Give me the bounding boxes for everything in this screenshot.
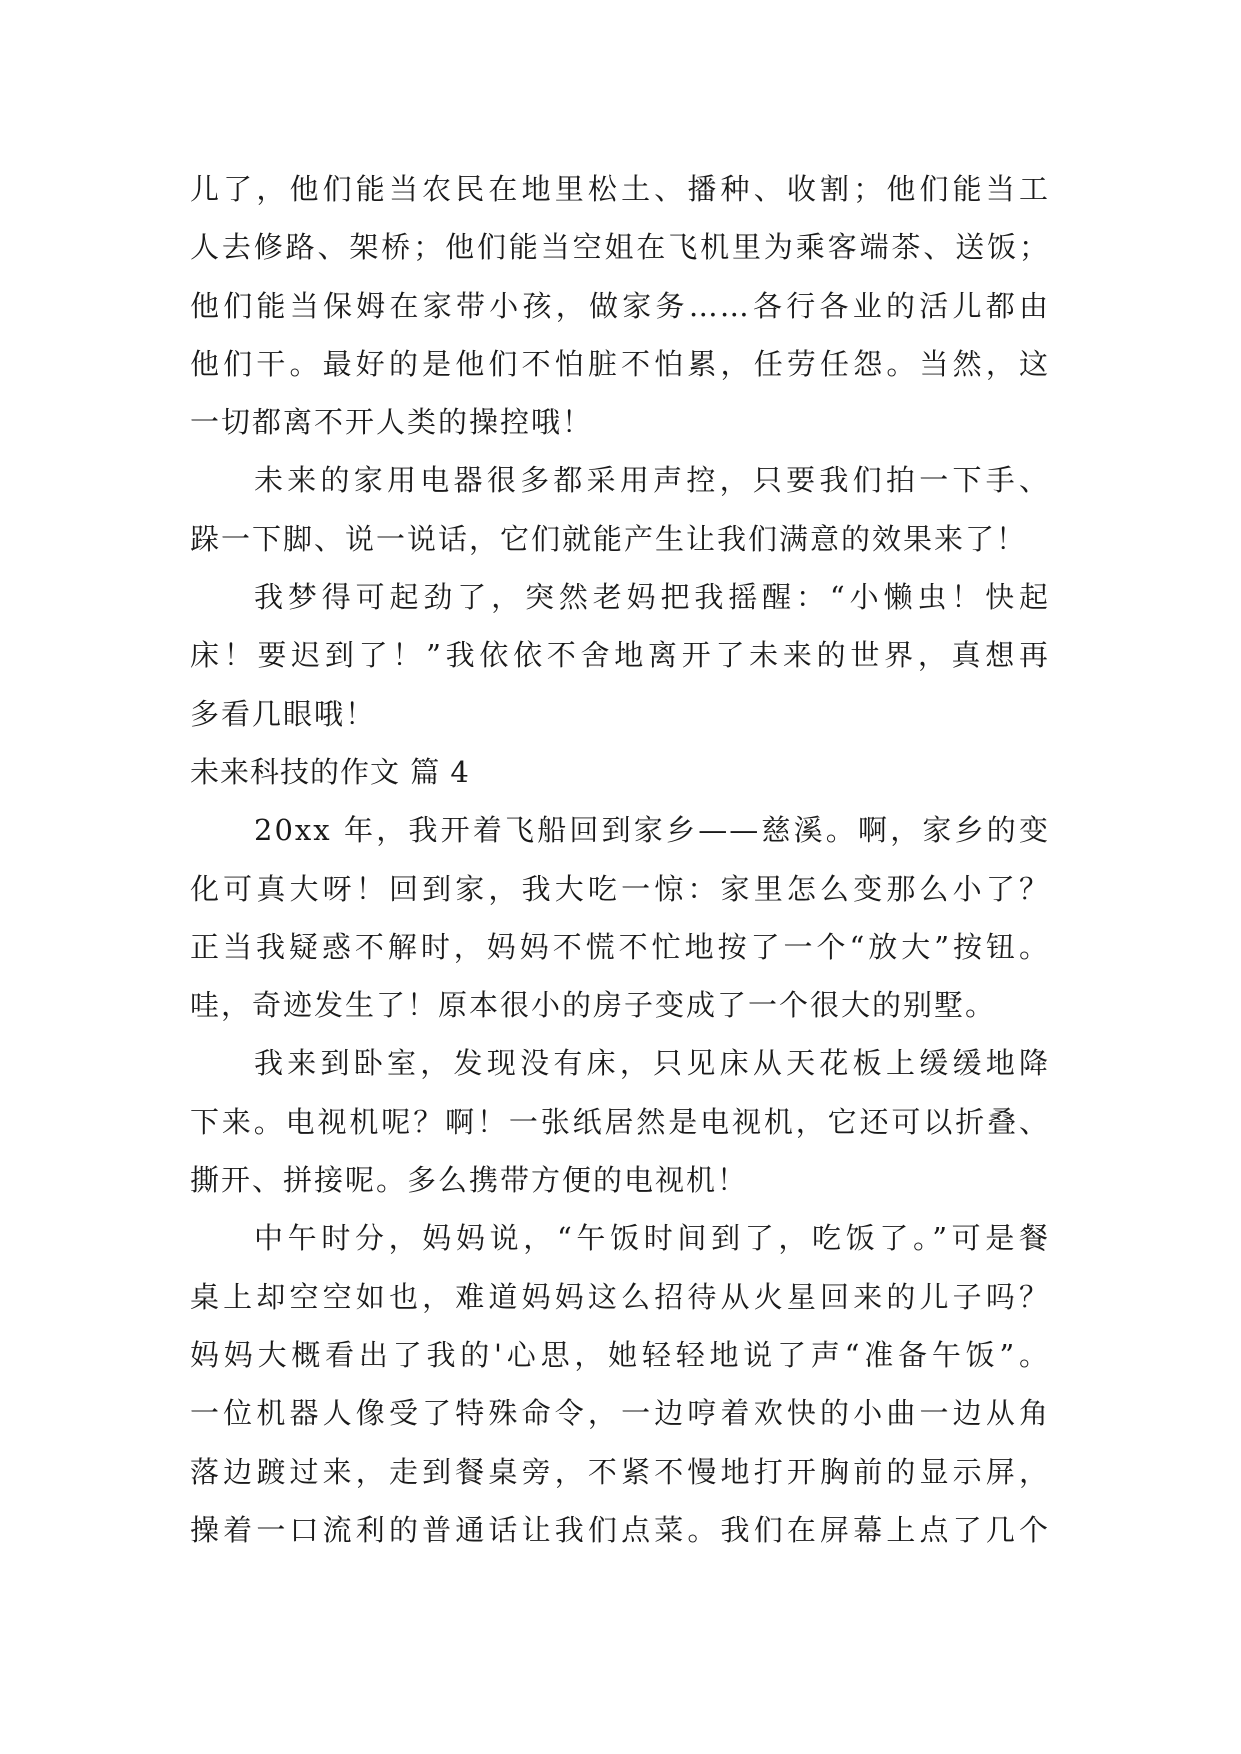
text-line: 中午时分，妈妈说，“午饭时间到了，吃饭了。”可是餐 [254,1221,1050,1256]
text-line: 化可真大呀！回到家，我大吃一惊：家里怎么变那么小了？ [190,871,1050,906]
text-line: 多看几眼哦！ [190,696,377,731]
document-body [190,160,1050,1559]
text-line: 人去修路、架桥；他们能当空姐在飞机里为乘客端茶、送饭； [190,230,1050,265]
text-line: 我梦得可起劲了，突然老妈把我摇醒：“小懒虫！快起 [254,580,1050,615]
text-line: 未来的家用电器很多都采用声控，只要我们拍一下手、 [254,463,1050,498]
text-line: 下来。电视机呢？啊！一张纸居然是电视机，它还可以折叠、 [190,1104,1050,1139]
section-heading: 未来科技的作文 篇 4 [190,754,470,789]
text-line: 他们能当保姆在家带小孩，做家务……各行各业的活儿都由 [190,288,1050,323]
text-line: 床！要迟到了！”我依依不舍地离开了未来的世界，真想再 [190,638,1050,673]
text-line: 撕开、拼接呢。多么携带方便的电视机！ [190,1163,749,1198]
text-line: 20xx 年，我开着飞船回到家乡——慈溪。啊，家乡的变 [254,813,1050,848]
text-line: 正当我疑惑不解时，妈妈不慌不忙地按了一个“放大”按钮。 [190,929,1050,964]
text-line: 一切都离不开人类的操控哦！ [190,405,594,440]
text-line: 跺一下脚、说一说话，它们就能产生让我们满意的效果来了！ [190,521,1028,556]
text-line: 一位机器人像受了特殊命令，一边哼着欢快的小曲一边从角 [190,1396,1050,1431]
text-line: 我来到卧室，发现没有床，只见床从天花板上缓缓地降 [254,1046,1050,1081]
text-line: 操着一口流利的普通话让我们点菜。我们在屏幕上点了几个 [190,1512,1050,1547]
text-line: 儿了，他们能当农民在地里松土、播种、收割；他们能当工 [190,172,1050,206]
text-line: 桌上却空空如也，难道妈妈这么招待从火星回来的儿子吗？ [190,1279,1050,1314]
text-line: 哇，奇迹发生了！原本很小的房子变成了一个很大的别墅。 [190,988,997,1023]
text-line: 落边踱过来，走到餐桌旁，不紧不慢地打开胸前的显示屏， [190,1454,1050,1489]
text-line: 妈妈大概看出了我的'心思，她轻轻地说了声“准备午饭”。 [190,1337,1050,1372]
text-line: 他们干。最好的是他们不怕脏不怕累，任劳任怨。当然，这 [190,346,1050,381]
